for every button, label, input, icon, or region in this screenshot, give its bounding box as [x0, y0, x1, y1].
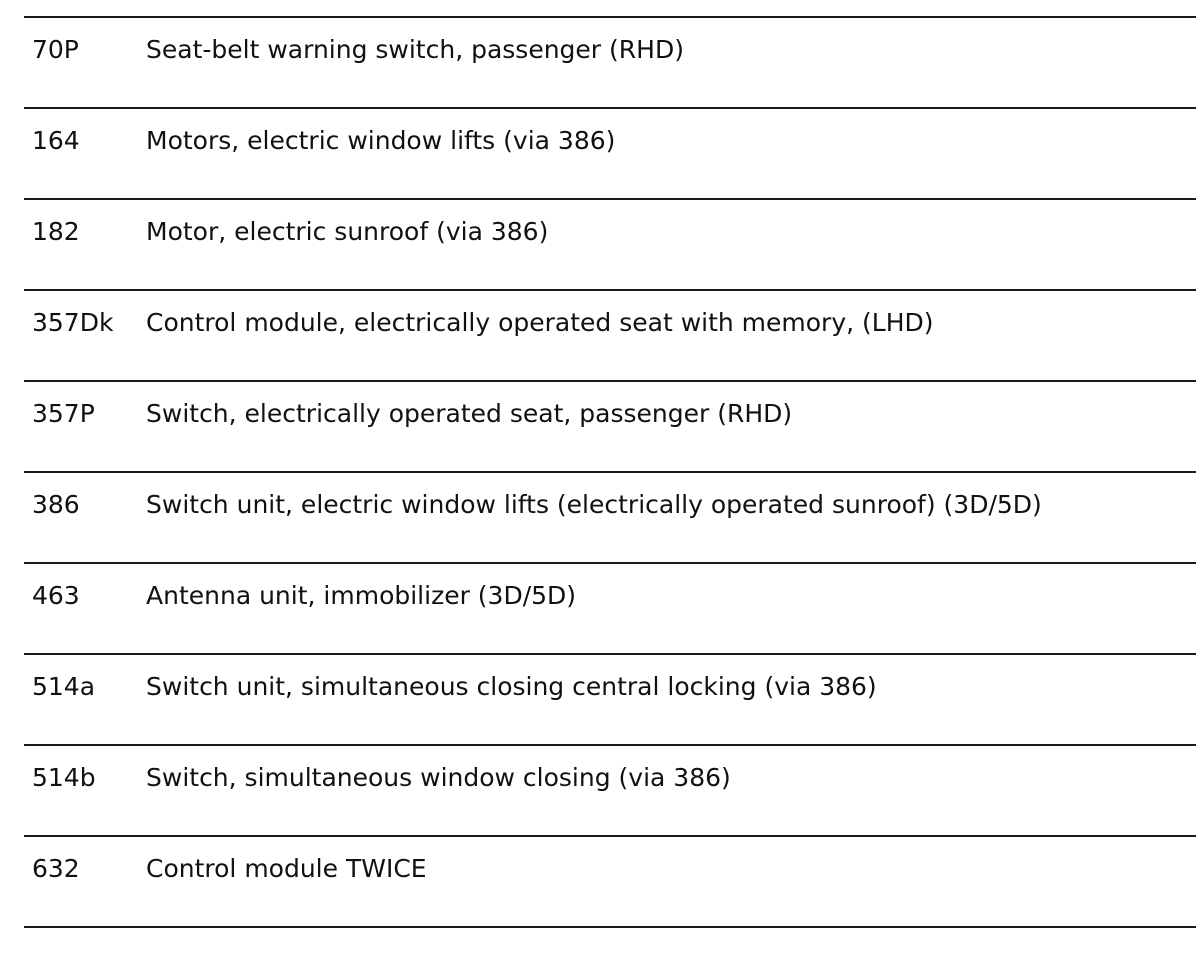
component-code: 514a [32, 672, 96, 701]
component-code: 357P [32, 399, 95, 428]
table-row [24, 380, 1196, 471]
component-code: 164 [32, 126, 80, 155]
component-description: Control module TWICE [146, 854, 427, 883]
component-code: 514b [32, 763, 96, 792]
table-row [24, 471, 1196, 562]
component-description: Motor, electric sunroof (via 386) [146, 217, 549, 246]
table-row [24, 562, 1196, 653]
component-code: 632 [32, 854, 80, 883]
table-row [24, 744, 1196, 835]
table-row [24, 16, 1196, 107]
component-description: Antenna unit, immobilizer (3D/5D) [146, 581, 577, 610]
component-code: 357Dk [32, 308, 114, 337]
component-description: Switch unit, electric window lifts (electrically operated sunroof) (3D/5D) [146, 490, 1042, 519]
table-row [24, 835, 1196, 928]
component-description: Motors, electric window lifts (via 386) [146, 126, 616, 155]
component-code: 182 [32, 217, 80, 246]
component-legend-table [24, 16, 1196, 928]
table-row [24, 289, 1196, 380]
table-row [24, 107, 1196, 198]
component-description: Switch, electrically operated seat, passenger (RHD) [146, 399, 793, 428]
component-description: Control module, electrically operated seat with memory, (LHD) [146, 308, 934, 337]
component-code: 70P [32, 35, 79, 64]
component-description: Switch unit, simultaneous closing central locking (via 386) [146, 672, 877, 701]
component-code: 386 [32, 490, 80, 519]
table-row [24, 198, 1196, 289]
component-description: Seat-belt warning switch, passenger (RHD) [146, 35, 684, 64]
component-code: 463 [32, 581, 80, 610]
table-row [24, 653, 1196, 744]
component-description: Switch, simultaneous window closing (via 386) [146, 763, 731, 792]
